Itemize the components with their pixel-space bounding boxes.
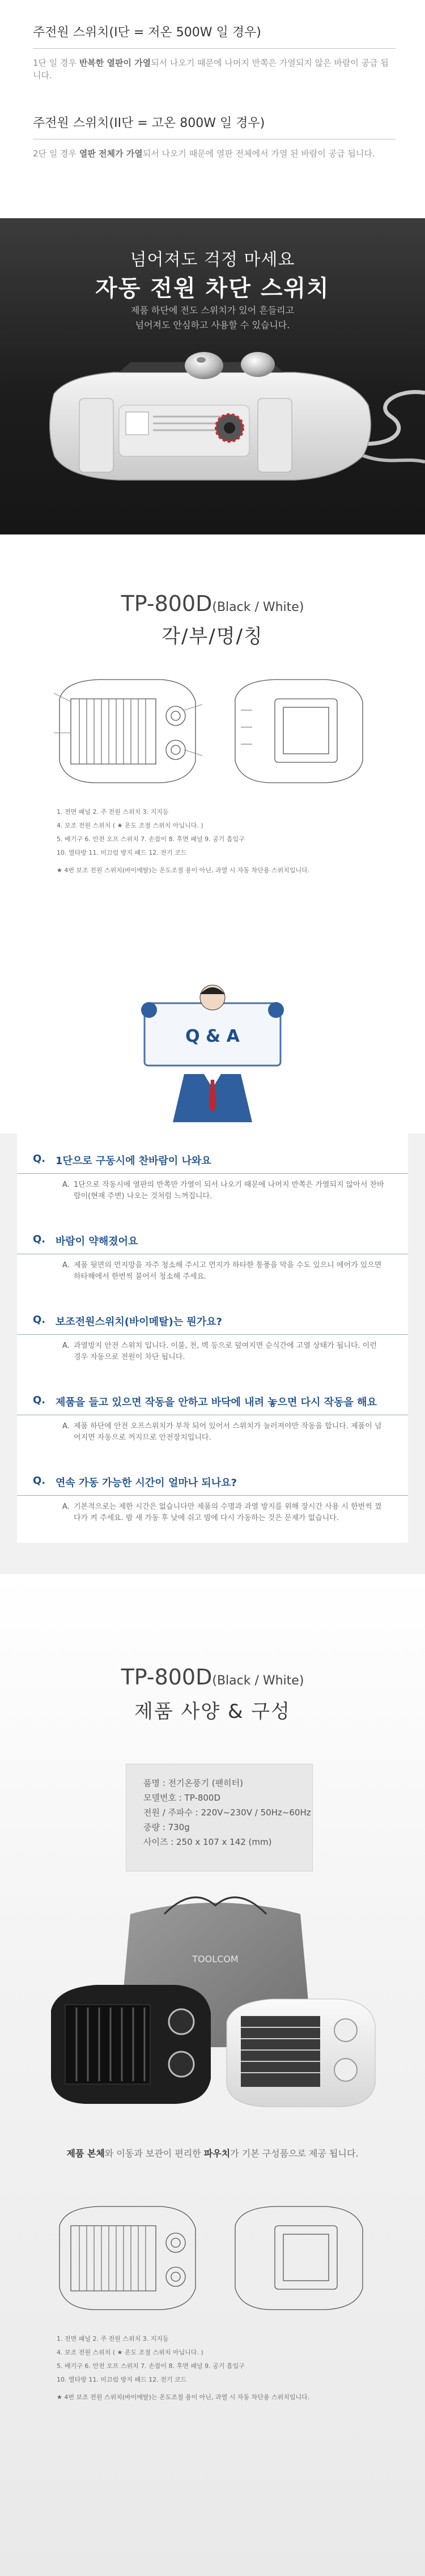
- a-mark: A.: [62, 1503, 70, 1511]
- a-mark: A.: [62, 1181, 70, 1189]
- legend-line: 10. 열타방 11. 미끄럼 방지 패드 12. 전기 코드: [57, 2376, 187, 2383]
- legend-line: 5. 배기구 6. 안전 오프 스위치 7. 손잡이 8. 후면 패널 9. 공기 흡입구: [57, 2362, 245, 2370]
- qa-person-illustration: [133, 981, 292, 1122]
- heater-bottom-image: [0, 343, 425, 534]
- product-set-image: [45, 1891, 385, 2135]
- high-switch-block: [33, 113, 396, 160]
- spec-box: [126, 1764, 313, 1871]
- q-mark: Q.: [33, 1153, 46, 1165]
- spec-title: 제품 사양 & 구성: [134, 1700, 291, 1723]
- pouch-brand-logo: TOOLCOM: [192, 1954, 239, 1964]
- spec-line: 전원 / 주파수 : 220V~230V / 50Hz~60Hz: [143, 1807, 311, 1818]
- front-view-drawing: [60, 2206, 196, 2310]
- parts-legend: [57, 805, 245, 860]
- a-mark: A.: [62, 1422, 70, 1431]
- qa-question: Q. 보조전원스위치(바이메탈)는 뭔가요?: [33, 1314, 222, 1328]
- hero-headline: 넘어져도 걱정 마세요: [130, 250, 295, 270]
- q-mark: Q.: [33, 1394, 46, 1406]
- parts-note-bottom: ★ 4번 보조 전원 스위치(바이메탈)는 온도조절 용이 아닌, 과열 시 자동 차단용 스위치입니다.: [57, 2393, 310, 2401]
- hero-desc-1: 제품 하단에 전도 스위치가 있어 흔들리고: [130, 305, 295, 316]
- qa-question: Q. 1단으로 구동시에 찬바람이 나와요: [33, 1153, 211, 1167]
- qa-item: [17, 1475, 408, 1524]
- legend-line: 10. 열타방 11. 미끄럼 방지 패드 12. 전기 코드: [57, 849, 187, 856]
- q-mark: Q.: [33, 1233, 46, 1245]
- legend-line: 5. 배기구 6. 안전 오프 스위치 7. 손잡이 8. 후면 패널 9. 공기 흡입구: [57, 835, 245, 843]
- low-switch-title: 주전원 스위치(I단 = 저온 500W 일 경우): [33, 26, 261, 40]
- qa-item: [17, 1153, 408, 1202]
- hero-desc-2: 넘어져도 안심하고 사용할 수 있습니다.: [135, 320, 290, 330]
- parts-section: [0, 534, 425, 947]
- set-caption: 제품 본체와 이동과 보관이 편리한 파우치가 기본 구성품으로 제공 됩니다.: [66, 2148, 359, 2159]
- front-view-drawing: [60, 680, 196, 783]
- qa-section: [0, 947, 425, 1574]
- low-switch-desc: 1단 일 경우 반복한 열판이 가열되서 나오기 때문에 나머지 반쪽은 가열되지 않은 바람이 공급 됩니다.: [33, 58, 389, 80]
- low-switch-block: [33, 23, 396, 82]
- q-mark: Q.: [33, 1314, 46, 1326]
- a-mark: A.: [62, 1342, 70, 1350]
- model-name: TP-800D(Black / White): [121, 591, 304, 616]
- spec-line: 중량 : 730g: [143, 1822, 190, 1832]
- q-mark: Q.: [33, 1475, 46, 1487]
- spec-line: 사이즈 : 250 x 107 x 142 (mm): [143, 1837, 272, 1847]
- legend-line: 1. 전면 패널 2. 주 전원 스위치 3. 지지등: [57, 808, 169, 816]
- divider: [33, 48, 396, 49]
- spec-line: 모델번호 : TP-800D: [143, 1793, 221, 1803]
- qa-question: Q. 제품을 들고 있으면 작동을 안하고 바닥에 내려 놓으면 다시 작동을 해요: [33, 1394, 377, 1408]
- qa-answer: A. 기본적으로는 제한 시간은 없습니다만 제품의 수명과 과열 방지를 위해 장시간 사용 시 한번씩 껐다가 켜 주세요. 밤 새 가동 후 낮에 쉬고 밤에 다시 가동하는 것은 문제가 없습니다.: [62, 1503, 382, 1522]
- parts-diagram: [54, 676, 371, 790]
- spec-section: [0, 1574, 425, 2576]
- back-view-drawing: [235, 2206, 363, 2310]
- parts-note: ★ 4번 보조 전원 스위치(바이메탈)는 온도조절 용이 아닌, 과열 시 자동 차단용 스위치입니다.: [57, 867, 310, 874]
- qa-answer: A. 제품 하단에 안전 오프스위치가 부착 되어 있어서 스위치가 눌러져야만 작동을 합니다. 제품이 넘어지면 자동으로 꺼지므로 안전장치입니다.: [62, 1422, 382, 1442]
- qa-question: Q. 연속 가동 가능한 시간이 얼마나 되나요?: [33, 1475, 237, 1489]
- qa-badge: Q & A: [185, 1026, 240, 1046]
- qa-answer: A. 1단으로 작동시에 열판의 반쪽만 가열이 되서 나오기 때문에 나머지 반쪽은 가열되지 않아서 찬바람이(현재 주변) 나오는 것처럼 느껴집니다.: [62, 1181, 384, 1200]
- qa-item: [17, 1394, 408, 1444]
- back-view-drawing: [235, 680, 363, 783]
- legend-line: 4. 보조 전원 스위치 ( ★ 온도 조절 스위치 아닙니다. ): [57, 2349, 203, 2356]
- tip-over-hero: [0, 218, 425, 534]
- qa-answer: A. 제품 뒷면의 먼지망을 자주 청소해 주시고 먼지가 하타한 통풍을 막을 수도 있으니 에어가 있으면 하타해에서 한번씩 불어서 청소해 주세요.: [62, 1261, 382, 1281]
- parts-legend-bottom: [57, 2332, 245, 2387]
- white-heater-drawing: [227, 1999, 375, 2107]
- parts-title: 각/부/명/칭: [162, 625, 264, 648]
- spec-model-name: TP-800D(Black / White): [121, 1665, 304, 1690]
- spec-line: 품명 : 전기온풍기 (팬히터): [143, 1778, 243, 1788]
- qa-item: [17, 1314, 408, 1363]
- switch-info-section: [0, 0, 425, 218]
- high-switch-title: 주전원 스위치(II단 = 고온 800W 일 경우): [33, 116, 265, 130]
- legend-line: 1. 전면 패널 2. 주 전원 스위치 3. 지지등: [57, 2335, 169, 2342]
- parts-diagram-bottom: [54, 2203, 371, 2316]
- black-heater-drawing: [51, 1985, 211, 2104]
- high-switch-desc: 2단 일 경우 열판 전체가 가열되서 나오기 때문에 열판 전체에서 가열 된 바람이 공급 됩니다.: [33, 148, 375, 159]
- hero-title: 자동 전원 차단 스위치: [95, 275, 330, 302]
- a-mark: A.: [62, 1261, 70, 1270]
- qa-answer: A. 과열방지 안전 스위치 입니다. 이불, 천, 벽 등으로 덮여지면 순식간에 고열 상태가 됩니다. 이런 경우 자동으로 전원이 차단 됩니다.: [62, 1342, 377, 1361]
- qa-question: Q. 바람이 약해졌어요: [33, 1233, 138, 1247]
- legend-line: 4. 보조 전원 스위치 ( ★ 온도 조절 스위치 아닙니다. ): [57, 822, 203, 829]
- qa-item: [17, 1233, 408, 1283]
